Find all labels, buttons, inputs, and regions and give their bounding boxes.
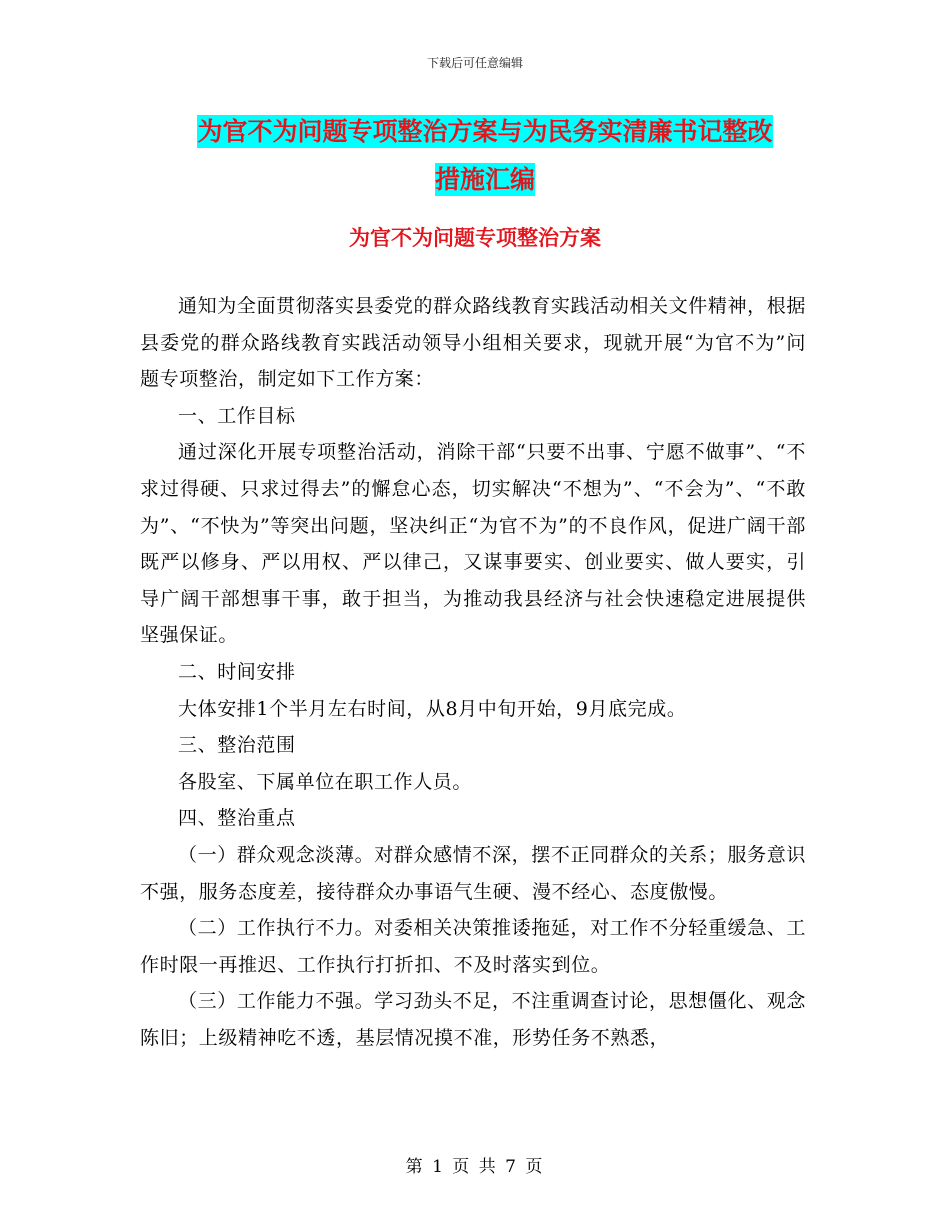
title-highlight-2: 措施汇编 <box>434 165 535 194</box>
paragraph: 各股室、下属单位在职工作人员。 <box>178 770 473 793</box>
body-text <box>140 288 806 1056</box>
paragraph: （二）工作执行不力。对委相关决策推诿拖延，对工作不分轻重缓急、工作时限一再推迟、工作执行打折扣、不及时落实到位。 <box>140 917 806 976</box>
heading-focus: 四、整治重点 <box>178 807 296 830</box>
document-title <box>140 108 830 204</box>
document-title-line-2 <box>140 156 830 204</box>
paragraph: （三）工作能力不强。学习劲头不足，不注重调查讨论，思想僵化、观念陈旧；上级精神吃不透，基层情况摸不准，形势任务不熟悉， <box>140 990 806 1049</box>
title-highlight-1: 为官不为问题专项整治方案与为民务实清廉书记整改 <box>197 117 773 146</box>
paragraph: 大体安排1个半月左右时间，从8月中旬开始，9月底完成。 <box>178 697 687 720</box>
section-title: 为官不为问题专项整治方案 <box>349 225 601 250</box>
page-footer: 第 1 页 共 7 页 <box>405 1157 545 1177</box>
document-title-line-1 <box>140 108 830 156</box>
paragraph: 通过深化开展专项整治活动，消除干部“只要不出事、宁愿不做事”、“不求过得硬、只求过得去”的懈怠心态，切实解决“不想为”、“不会为”、“不敢为”、“不快为”等突出问题，坚决纠正“为官不为”的不良作风，促进广阔干部既严以修身、严以用权、严以律己，又谋事要实、创业要实、做人要实，引导广阔干部想事干事，敢于担当，为推动我县经济与社会快速稳定进展提供坚强保证。 <box>140 441 806 647</box>
paragraph: 通知为全面贯彻落实县委党的群众路线教育实践活动相关文件精神，根据县委党的群众路线教育实践活动领导小组相关要求，现就开展“为官不为”问题专项整治，制定如下工作方案： <box>140 295 806 391</box>
heading-schedule: 二、时间安排 <box>178 660 296 683</box>
heading-scope: 三、整治范围 <box>178 734 296 757</box>
paragraph: （一）群众观念淡薄。对群众感情不深，摆不正同群众的关系；服务意识不强，服务态度差，接待群众办事语气生硬、漫不经心、态度傲慢。 <box>140 843 806 903</box>
header-note: 下载后可任意编辑 <box>426 56 523 70</box>
heading-goal: 一、工作目标 <box>178 404 296 427</box>
